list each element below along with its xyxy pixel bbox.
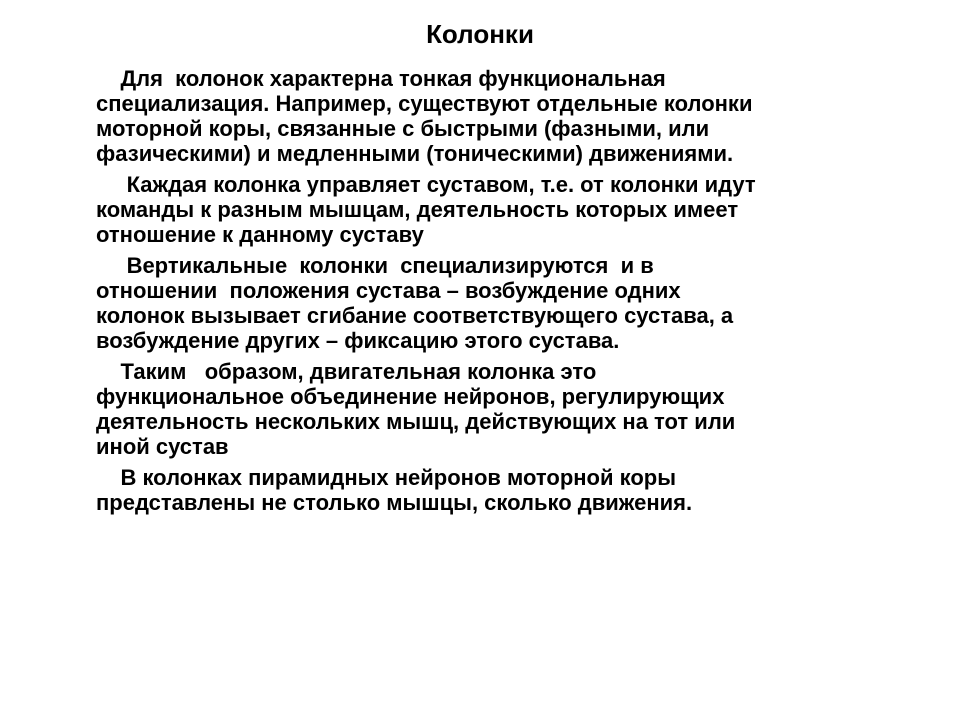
slide-title: Колонки (426, 19, 534, 49)
paragraph-joint-control: Каждая колонка управляет суставом, т.е. от колонки идут команды к разным мышцам, деятельность которых имеет отношение к данному суставу (96, 172, 756, 247)
paragraph-vertical-columns: Вертикальные колонки специализируются и в отношении положения сустава – возбуждение одних колонок вызывает сгибание соответствующего сустава, а возбуждение других – фиксацию этого сустава. (96, 253, 734, 353)
paragraph-pyramidal-neurons: В колонках пирамидных нейронов моторной коры представлены не столько мышцы, сколько движения. (96, 465, 693, 515)
paragraph-specialization: Для колонок характерна тонкая функциональная специализация. Например, существуют отдельные колонки моторной коры, связанные с быстрыми (фазными, или фазическими) и медленными (тоническими) движениями. (96, 66, 753, 166)
slide-body (96, 66, 886, 521)
paragraph-definition: Таким образом, двигательная колонка это функциональное объединение нейронов, регулирующих деятельность нескольких мышц, действующих на тот или иной сустав (96, 359, 736, 459)
